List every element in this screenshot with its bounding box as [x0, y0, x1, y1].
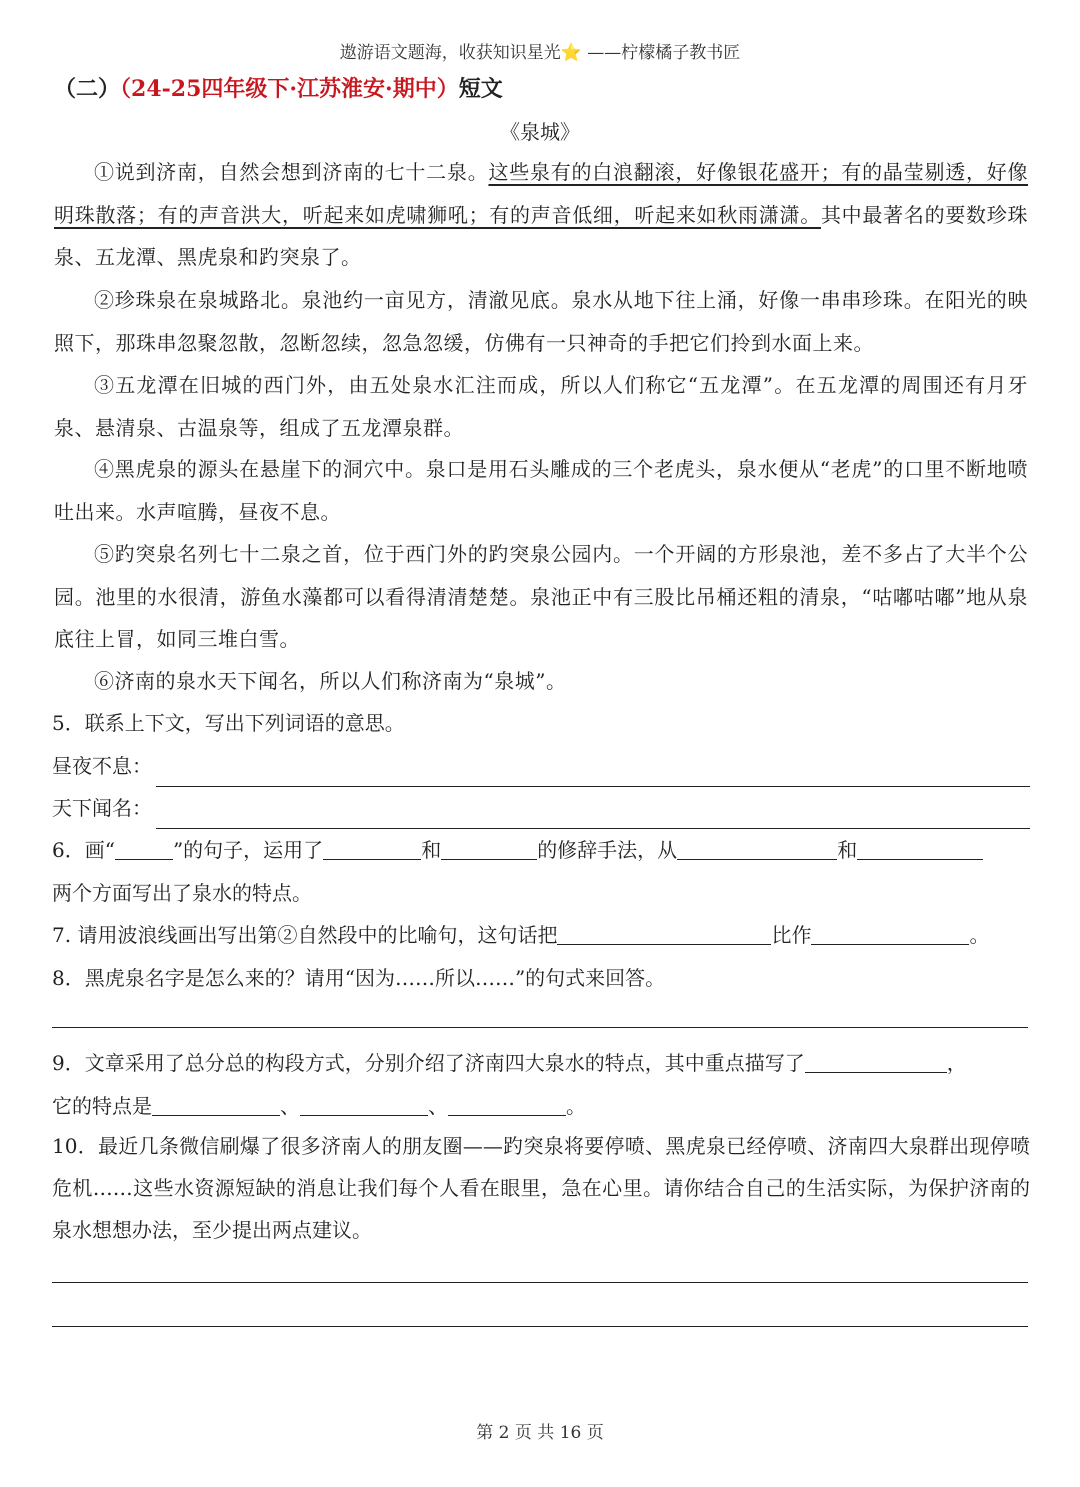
paragraph-6: ⑥济南的泉水天下闻名，所以人们称济南为“泉城”。	[94, 669, 567, 693]
answer-blank[interactable]	[323, 837, 421, 860]
q6-text: 和	[837, 838, 858, 862]
question-6-line-2: 两个方面写出了泉水的特点。	[52, 881, 312, 905]
underline-sample	[115, 837, 173, 860]
q7-text: 7. 请用波浪线画出写出第②自然段中的比喻句，这句话把	[52, 923, 558, 947]
answer-line[interactable]	[52, 1282, 1028, 1283]
q5-word-1: 昼夜不息：	[52, 754, 152, 778]
answer-blank[interactable]	[677, 837, 837, 860]
q7-text: 。	[969, 923, 990, 947]
q6-text: 的修辞手法，从	[537, 838, 678, 862]
answer-blank[interactable]	[805, 1050, 947, 1073]
paragraph-2: ②珍珠泉在泉城路北。泉池约一亩见方，清澈见底。泉水从地下往上涌，好像一串串珍珠。在阳光的映照下，那珠串忽聚忽散，忽断忽续，忽急忽缓，仿佛有一只神奇的手把它们拎到水面上来。	[54, 288, 1028, 355]
q6-text: 和	[421, 838, 442, 862]
answer-line[interactable]	[52, 1326, 1028, 1327]
answer-blank[interactable]	[557, 922, 771, 945]
paragraph-1	[54, 151, 1028, 279]
q7-text: 比作	[771, 923, 812, 947]
q9-text: ，	[946, 1051, 967, 1075]
answer-line[interactable]	[156, 806, 1030, 829]
question-5-item-1	[52, 745, 1030, 787]
question-6	[52, 829, 1030, 871]
page-footer: 第 2 页 共 16 页	[476, 1423, 604, 1443]
q9-text: 它的特点是	[52, 1094, 152, 1118]
q5-word-2: 天下闻名：	[52, 796, 152, 820]
paragraph-4: ④黑虎泉的源头在悬崖下的洞穴中。泉口是用石头雕成的三个老虎头，泉水便从“老虎”的口里不断地喷吐出来。水声喧腾，昼夜不息。	[54, 457, 1028, 524]
answer-blank[interactable]	[448, 1093, 566, 1116]
article-title: 《泉城》	[500, 120, 580, 144]
section-source: （24-25四年级下·江苏淮安·期中）	[120, 76, 459, 102]
paragraph-5: ⑤趵突泉名列七十二泉之首，位于西门外的趵突泉公园内。一个开阔的方形泉池，差不多占了大半个公园。池里的水很清，游鱼水藻都可以看得清清楚楚。泉池正中有三股比吊桶还粗的清泉，“咕嘟咕嘟”地从泉底往上冒，如同三堆白雪。	[54, 542, 1028, 651]
page-header: 遨游语文题海，收获知识星光⭐ ——柠檬橘子教书匠	[339, 43, 741, 63]
underlined-sentence: 这些泉有的白浪翻滚，好像银花盛开；有的晶莹剔透，好像明珠散落；有的声音洪大，听起来如虎啸狮吼；有的声音低细，听起来如秋雨潇潇。	[54, 160, 1029, 227]
question-9	[52, 1042, 1030, 1084]
answer-blank[interactable]	[857, 837, 983, 860]
q9-text: 、	[280, 1094, 300, 1118]
section-title	[54, 72, 503, 103]
question-5-item-2	[52, 787, 1030, 829]
answer-blank[interactable]	[300, 1093, 428, 1116]
q9-text: 。	[566, 1094, 586, 1118]
question-8: 8．黑虎泉名字是怎么来的？请用“因为……所以……”的句式来回答。	[52, 966, 666, 990]
paragraph-1-end: 其中最著名的要数珍珠泉、五龙潭、黑虎泉和趵突泉了。	[54, 202, 1029, 269]
q9-text: 、	[428, 1094, 448, 1118]
question-9-line-2	[52, 1085, 1030, 1127]
paragraph-3: ③五龙潭在旧城的西门外，由五处泉水汇注而成，所以人们称它“五龙潭”。在五龙潭的周围还有月牙泉、悬清泉、古温泉等，组成了五龙潭泉群。	[54, 373, 1028, 440]
section-suffix: 短文	[458, 76, 503, 102]
answer-blank[interactable]	[441, 837, 537, 860]
q9-text: 9．文章采用了总分总的构段方式，分别介绍了济南四大泉水的特点，其中重点描写了	[52, 1051, 805, 1075]
paragraph-1-start: ①说到济南，自然会想到济南的七十二泉。	[94, 160, 489, 184]
question-10: 10．最近几条微信刷爆了很多济南人的朋友圈——趵突泉将要停喷、黑虎泉已经停喷、济南四大泉群出现停喷危机……这些水资源短缺的消息让我们每个人看在眼里，急在心里。请你结合自己的生活实际，为保护济南的泉水想想办法，至少提出两点建议。	[52, 1134, 1030, 1242]
question-7	[52, 914, 1030, 956]
answer-line[interactable]	[52, 1027, 1028, 1028]
q6-text: 6．画“	[52, 838, 115, 862]
section-prefix: （二）	[54, 76, 121, 102]
answer-line[interactable]	[156, 764, 1030, 787]
answer-blank[interactable]	[811, 922, 969, 945]
answer-blank[interactable]	[152, 1093, 280, 1116]
q6-text: ”的句子，运用了	[172, 838, 324, 862]
question-5: 5．联系上下文，写出下列词语的意思。	[52, 711, 405, 735]
